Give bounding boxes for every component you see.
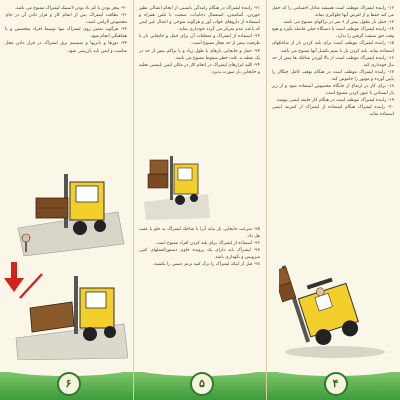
paragraph: ۳۲- هرگونه تعمیر روی لیفتراک تنها توسط افراد متخصص و با هماهنگی انجام شود. bbox=[5, 27, 127, 40]
footer-band bbox=[134, 372, 266, 400]
forklift-boxes-illustration bbox=[142, 150, 212, 220]
page-number: ۴ bbox=[324, 372, 348, 396]
paragraph: ۱۶- راننده لیفتراک موظف است از بالا آوردن شاخک ها بیش از حد نیاز خودداری کند. bbox=[272, 55, 394, 68]
paragraph: ۱۷- راننده لیفتراک موظف است در هنگام توقف کامل چنگال را پایین آورده و موتور را خاموش کند. bbox=[272, 69, 394, 82]
paragraph: ۲۴- کلیه ابزارهای لیفتراک در انجام کار در مکان ایمن بایستی تخلیه و جابجایی بار صورت پذیرد. bbox=[139, 62, 260, 75]
footer-band bbox=[0, 372, 133, 400]
paragraph: ۲۶- استفاده از لیفتراک برای بلند کردن افراد ممنوع است. bbox=[155, 241, 260, 247]
forklift-carrying-load-illustration bbox=[12, 268, 128, 360]
forklift-pallet-illustration bbox=[8, 168, 126, 256]
paragraph: ۲۸- قبل از اینکه لیفتراک را ترک کنید ترمز دستی را بکشید. bbox=[153, 262, 260, 268]
paragraph: ۲۳- حمل و جابجایی بارهای با طول زیاد و یا تراکم بیش از حد در یک نقطه به علت خطر سقوط ممنوع می باشد. bbox=[139, 48, 260, 61]
page-number: ۶ bbox=[57, 372, 81, 396]
tipping-forklift-illustration bbox=[279, 248, 391, 360]
panel-5-text-bottom bbox=[139, 226, 260, 269]
paragraph: ۲۵- سرعت جابجایی بار نباید آنرا با شاخک لیفتراک به جلو یا عقب هل داد. bbox=[139, 227, 260, 240]
page-number: ۵ bbox=[190, 372, 214, 396]
paragraph: ۲۰- راننده لیفتراک هنگام استفاده از لیفتراک از کمربند ایمنی استفاده نماید. bbox=[272, 105, 394, 118]
paragraph: ۳۰- پنچر بودن یا کم باد بودن لاستیک لیفتراک ممنوع می باشد. bbox=[14, 6, 127, 11]
panel-6 bbox=[0, 0, 133, 400]
paragraph: ۱۳- حمل بار بطول بیش از ۶ متر در تراکهای ممنوع می باشد. bbox=[282, 20, 394, 26]
paragraph: ۱۴- راننده لیفتراک موظف است با دستگاه خیلی فاصله بگیرد و هیچ وقت حق سبقت گرفتن را ندارد. bbox=[272, 27, 394, 40]
footer-band bbox=[267, 372, 400, 400]
panel-4-text bbox=[272, 5, 394, 119]
panel-6-text-top bbox=[5, 5, 127, 55]
panel-4 bbox=[267, 0, 400, 400]
paragraph: ۲۱- راننده لیفتراک در هنگام رانندگی بایستی از انجام اعمالی نظیر خوردن، آشامیدن، استعمال دخانیات، صحبت با تلفن همراه و استفاده از داروهای خواب آور و هرگونه شوخی و اعمال غیر ایمن که باعث عدم تمرکز می گردد خودداری نماید. bbox=[139, 6, 260, 33]
panel-5-text-top bbox=[139, 5, 260, 76]
paragraph: ۱۵- راننده لیفتراک موظف است برای بلند کردن بار از شاخکهای استفاده نماید. بلند کردن بار با سیم بکسل آنها ممنوع می باشد. bbox=[272, 41, 394, 54]
paragraph: ۳۳- دوزها و باتریها و سیستم برق لیفتراک در قرار دادن محل مناسب و ایمن باید بازرسی شود. bbox=[5, 41, 127, 54]
paragraph: ۳۱- نظافت لیفتراک پس از انجام کار و قرار دادن آن در جای مخصوص الزامی است. bbox=[5, 13, 127, 26]
paragraph: ۱۲- راننده لیفتراک موظف است همیشه تعادل اجسامی را که حمل می کند حفظ و از لغزش آنها جلوگیری نماید. bbox=[272, 6, 394, 19]
panel-5 bbox=[133, 0, 267, 400]
paragraph: ۱۸- برای کار در ارتفاع از جایگاه مخصوص استفاده شود و از زیر بار ایستادن یا عبور کردن ممنوع است. bbox=[272, 84, 394, 97]
paragraph: ۲۷- لیفتراک باید دارای یک پرونده حاوی دستورالعملهای کتبی سرویس و نگهداری باشد. bbox=[139, 248, 260, 261]
paragraph: ۱۹- راننده لیفتراک موظف است در هنگام کار جلیقه ایمنی بپوشد. bbox=[275, 98, 394, 104]
paragraph: ۲۲- استفاده از لیفتراک و متعلقات آن برای حمل و جابجایی بار با ظرفیت بیش از حد مجاز ممنوع است. bbox=[139, 34, 260, 47]
